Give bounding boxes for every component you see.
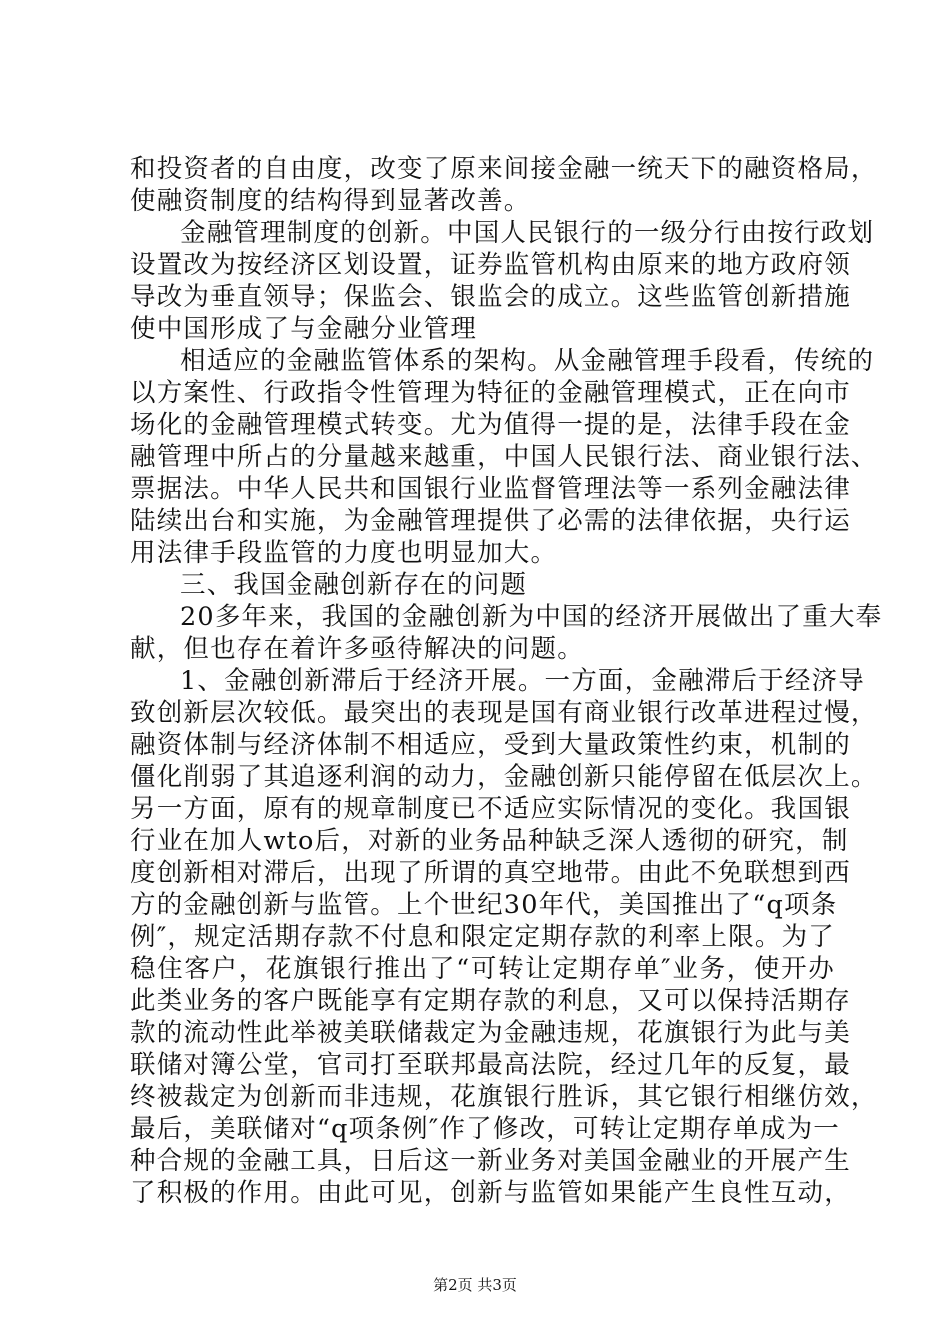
text-line: 僵化削弱了其追逐利润的动力，金融创新只能停留在低层次上。 (130, 762, 878, 792)
text-line: 融资体制与经济体制不相适应，受到大量政策性约束，机制的 (130, 730, 851, 760)
text-line: 票据法。中华人民共和国银行业监督管理法等一系列金融法律 (130, 474, 851, 504)
text-line: 款的流动性此举被美联储裁定为金融违规，花旗银行为此与美 (130, 1018, 851, 1048)
text-line: 行业在加人wto后，对新的业务品种缺乏深人透彻的研究，制 (130, 826, 849, 856)
text-line: 使融资制度的结构得到显著改善。 (130, 186, 531, 216)
text-line: 导改为垂直领导；保监会、银监会的成立。这些监管创新措施 (130, 282, 851, 312)
text-line: 了积极的作用。由此可见，创新与监管如果能产生良性互动， (130, 1178, 851, 1208)
text-line: 献，但也存在着许多亟待解决的问题。 (130, 634, 584, 664)
text-line: 度创新相对滞后，出现了所谓的真空地带。由此不免联想到西 (130, 858, 851, 888)
text-line: 陆续出台和实施，为金融管理提供了必需的法律依据，央行运 (130, 506, 851, 536)
text-line: 20多年来，我国的金融创新为中国的经济开展做出了重大奉 (180, 602, 883, 632)
text-line: 另一方面，原有的规章制度已不适应实际情况的变化。我国银 (130, 794, 851, 824)
text-line: 种合规的金融工具，日后这一新业务对美国金融业的开展产生 (130, 1146, 851, 1176)
text-line: 致创新层次较低。最突出的表现是国有商业银行改革进程过慢， (130, 698, 878, 728)
text-line: 稳住客户，花旗银行推出了“可转让定期存单″业务，使开办 (130, 954, 835, 984)
text-line: 场化的金融管理模式转变。尤为值得一提的是，法律手段在金 (130, 410, 851, 440)
text-line: 相适应的金融监管体系的架构。从金融管理手段看，传统的 (180, 346, 875, 376)
text-line: 和投资者的自由度，改变了原来间接金融一统天下的融资格局， (130, 154, 878, 184)
text-line: 方的金融创新与监管。上个世纪30年代，美国推出了“q项条 (130, 890, 838, 920)
document-body (130, 153, 883, 1209)
text-line: 联储对簿公堂，官司打至联邦最高法院，经过几年的反复，最 (130, 1050, 851, 1080)
text-line: 最后，美联储对“q项条例″作了修改，可转让定期存单成为一 (130, 1114, 840, 1144)
text-line: 三、我国金融创新存在的问题 (180, 570, 528, 600)
text-line: 例″，规定活期存款不付息和限定定期存款的利率上限。为了 (130, 922, 835, 952)
text-line: 终被裁定为创新而非违规，花旗银行胜诉，其它银行相继仿效， (130, 1082, 878, 1112)
text-line: 设置改为按经济区划设置，证券监管机构由原来的地方政府领 (130, 250, 851, 280)
text-line: 金融管理制度的创新。中国人民银行的一级分行由按行政划 (180, 218, 875, 248)
text-line: 此类业务的客户既能享有定期存款的利息，又可以保持活期存 (130, 986, 851, 1016)
page-footer: 第2页 共3页 (433, 1276, 517, 1294)
text-line: 用法律手段监管的力度也明显加大。 (130, 538, 558, 568)
text-line: 1、金融创新滞后于经济开展。一方面，金融滞后于经济导 (180, 666, 865, 696)
text-line: 使中国形成了与金融分业管理 (130, 314, 478, 344)
text-line: 以方案性、行政指令性管理为特征的金融管理模式，正在向市 (130, 378, 851, 408)
text-line: 融管理中所占的分量越来越重，中国人民银行法、商业银行法、 (130, 442, 878, 472)
